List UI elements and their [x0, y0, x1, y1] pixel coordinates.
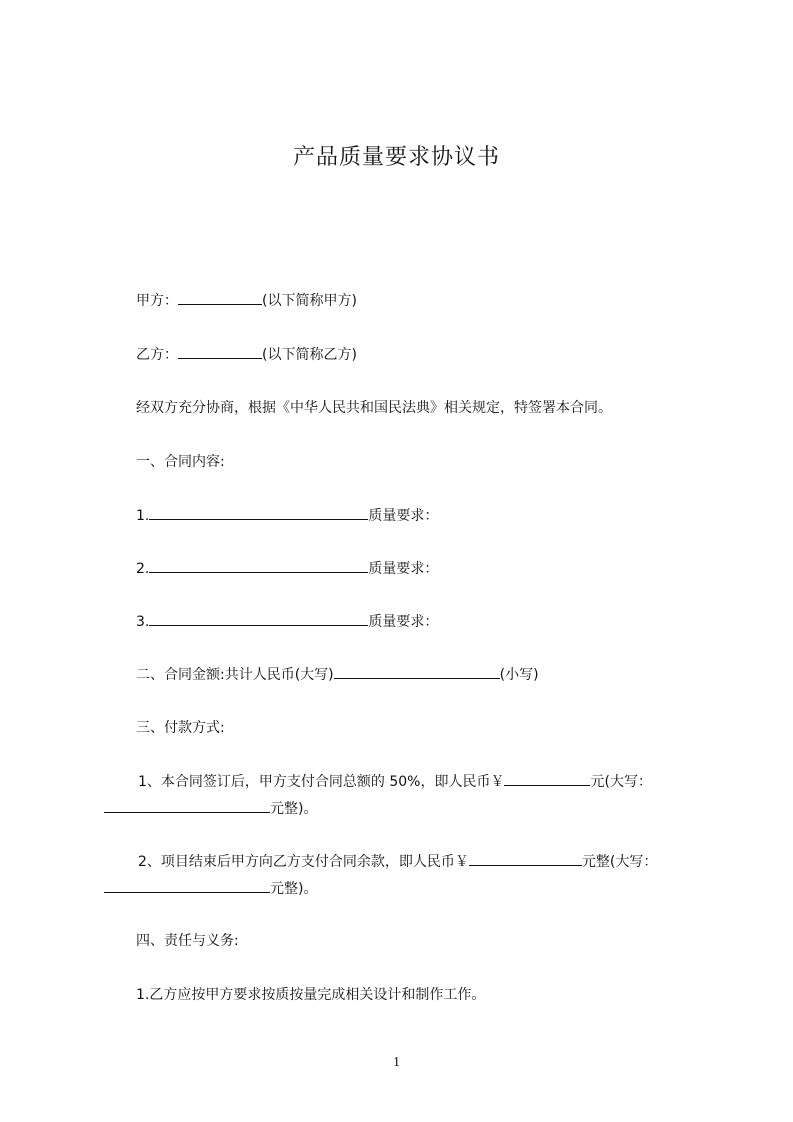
payment-2-line-b	[104, 878, 317, 899]
payment-1-end: 元整)。	[270, 801, 318, 817]
content-item-3-suffix: 质量要求：	[368, 614, 439, 630]
payment-1-amount-blank[interactable]	[504, 771, 590, 786]
payment-1-line-b	[104, 798, 317, 819]
content-item-1-num: 1.	[136, 508, 150, 524]
section1-heading: 一、合同内容:	[136, 454, 225, 470]
payment-2-mid: 元整(大写：	[581, 854, 658, 870]
party-b-label: 乙方：	[136, 347, 178, 363]
payment-2-uppercase-blank[interactable]	[104, 878, 270, 893]
party-a-line	[136, 290, 357, 311]
section4-item-1: 1.乙方应按甲方要求按质按量完成相关设计和制作工作。	[136, 987, 486, 1003]
content-item-2-blank[interactable]	[149, 558, 368, 573]
party-a-blank[interactable]	[178, 290, 262, 305]
section3-heading: 三、付款方式:	[136, 720, 225, 736]
section2-line	[136, 664, 539, 685]
page-number: 1	[393, 1055, 400, 1070]
content-item-2-num: 2.	[136, 561, 150, 577]
section4-heading: 四、责任与义务:	[136, 933, 239, 949]
section2-suffix: (小写)	[499, 667, 539, 683]
payment-2-end: 元整)。	[270, 881, 318, 897]
content-item-3-num: 3.	[136, 614, 150, 630]
content-item-2-suffix: 质量要求：	[368, 561, 439, 577]
payment-2-text: 2、项目结束后甲方向乙方支付合同余款，即人民币￥	[138, 854, 469, 870]
content-item-2	[136, 558, 438, 579]
amount-uppercase-blank[interactable]	[334, 664, 500, 679]
party-b-line	[136, 344, 357, 365]
content-item-1	[136, 505, 438, 526]
document-title: 产品质量要求协议书	[292, 145, 500, 170]
content-item-3-blank[interactable]	[149, 611, 368, 626]
intro-paragraph: 经双方充分协商，根据《中华人民共和国民法典》相关规定，特签署本合同。	[136, 400, 612, 416]
payment-1-text: 1、本合同签订后，甲方支付合同总额的 50%，即人民币￥	[138, 774, 505, 790]
payment-2-line-a	[138, 851, 657, 872]
party-b-suffix: (以下简称乙方)	[262, 347, 357, 363]
payment-1-uppercase-blank[interactable]	[104, 798, 270, 813]
content-item-3	[136, 611, 438, 632]
party-b-blank[interactable]	[178, 344, 262, 359]
section2-prefix: 二、合同金额:共计人民币(大写)	[136, 667, 334, 683]
payment-1-mid: 元(大写：	[590, 774, 652, 790]
party-a-suffix: (以下简称甲方)	[262, 293, 357, 309]
payment-1-line-a	[138, 771, 652, 792]
content-item-1-blank[interactable]	[149, 505, 368, 520]
content-item-1-suffix: 质量要求：	[368, 508, 439, 524]
party-a-label: 甲方：	[136, 293, 178, 309]
payment-2-amount-blank[interactable]	[469, 851, 582, 866]
